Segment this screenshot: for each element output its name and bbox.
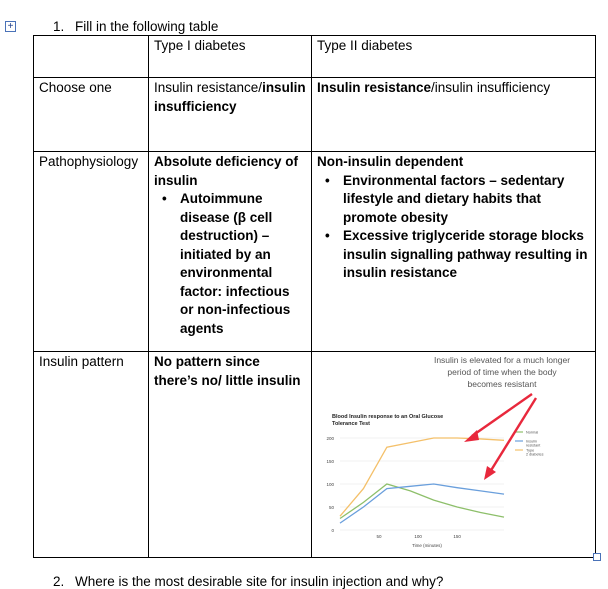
chart-x-axis-label: Time (minutes) <box>412 543 442 548</box>
chart-y-tick-label: 100 <box>326 482 334 487</box>
chart-y-tick-label: 150 <box>326 459 334 464</box>
chart-legend-label: Normal <box>526 430 539 435</box>
chart-title-line-2: Tolerance Test <box>332 421 371 427</box>
chart-series-line <box>340 438 504 516</box>
question-2-number: 2. <box>53 574 65 589</box>
table-row-insulin-pattern <box>34 352 596 558</box>
choose-one-type1 <box>149 78 312 152</box>
pathophysiology-type1 <box>149 152 312 352</box>
row-label-insulin-pattern: Insulin pattern <box>34 352 149 558</box>
type1-bullet-list <box>154 190 306 338</box>
chart-y-tick-label: 50 <box>328 505 334 510</box>
chart-title: Blood Insulin response to an Oral Glucose <box>332 414 444 420</box>
chart-legend-label-line-2: 2 diabetes <box>526 452 544 457</box>
type1-bullet: • Autoimmune disease (β cell destruction) – initiated by an environmental factor: infectious or non-infectious agents <box>180 190 306 338</box>
type2-plain-text: /insulin insufficiency <box>431 80 551 95</box>
header-cell-type1: Type I diabetes <box>149 36 312 78</box>
table-header-row <box>34 36 596 78</box>
chart-x-tick-label: 150 <box>453 534 461 539</box>
insulin-response-chart <box>312 352 594 548</box>
insulin-pattern-type1: No pattern since there’s no/ little insulin <box>149 352 312 558</box>
question-2-text: Where is the most desirable site for insulin injection and why? <box>75 574 444 589</box>
annotation-arrow-shaft <box>490 398 539 472</box>
chart-series-line <box>340 484 504 519</box>
type1-heading: Absolute deficiency of insulin <box>154 154 299 188</box>
annotation-arrowhead <box>464 430 479 442</box>
chart-y-tick-label: 0 <box>331 528 334 533</box>
annotation-arrowhead <box>484 466 496 480</box>
row-label-pathophysiology: Pathophysiology <box>34 152 149 352</box>
question-1 <box>53 19 218 34</box>
table-resize-handle[interactable] <box>593 553 601 561</box>
diabetes-table <box>33 35 596 558</box>
header-cell-empty <box>34 36 149 78</box>
chart-note: Insulin is elevated for a much longer period of time when the body becomes resistant <box>433 355 571 389</box>
header-cell-type2: Type II diabetes <box>312 36 596 78</box>
chart-legend-label: Insulin <box>526 439 537 444</box>
insulin-pattern-type2 <box>312 352 596 558</box>
table-row-pathophysiology <box>34 152 596 352</box>
chart-x-tick-label: 50 <box>376 534 382 539</box>
type2-bullet: • Excessive triglyceride storage blocks insulin signalling pathway resulting in insulin resistance <box>343 227 590 283</box>
chart-legend-label: Type <box>526 448 535 453</box>
type2-bullet: • Environmental factors – sedentary lifestyle and dietary habits that promote obesity <box>343 172 590 228</box>
question-number: 1. <box>53 19 65 34</box>
table-move-handle-icon[interactable]: + <box>5 21 16 32</box>
annotation-arrow-shaft <box>472 394 532 436</box>
type2-heading: Non-insulin dependent <box>317 154 464 169</box>
pathophysiology-type2 <box>312 152 596 352</box>
chart-x-tick-label: 100 <box>414 534 422 539</box>
choose-one-type2 <box>312 78 596 152</box>
type2-bullet-list <box>317 172 590 283</box>
chart-y-tick-label: 200 <box>326 436 334 441</box>
chart-legend-label-line-2: resistant <box>526 443 541 448</box>
type1-plain-text: Insulin resistance/ <box>154 80 263 95</box>
table-row-choose-one <box>34 78 596 152</box>
question-text: Fill in the following table <box>75 19 219 34</box>
row-label-choose-one: Choose one <box>34 78 149 152</box>
chart-container <box>312 352 595 548</box>
type1-bold-answer: insulin insufficiency <box>154 80 306 114</box>
chart-series-line <box>340 484 504 523</box>
type2-bold-answer: Insulin resistance <box>317 80 432 95</box>
